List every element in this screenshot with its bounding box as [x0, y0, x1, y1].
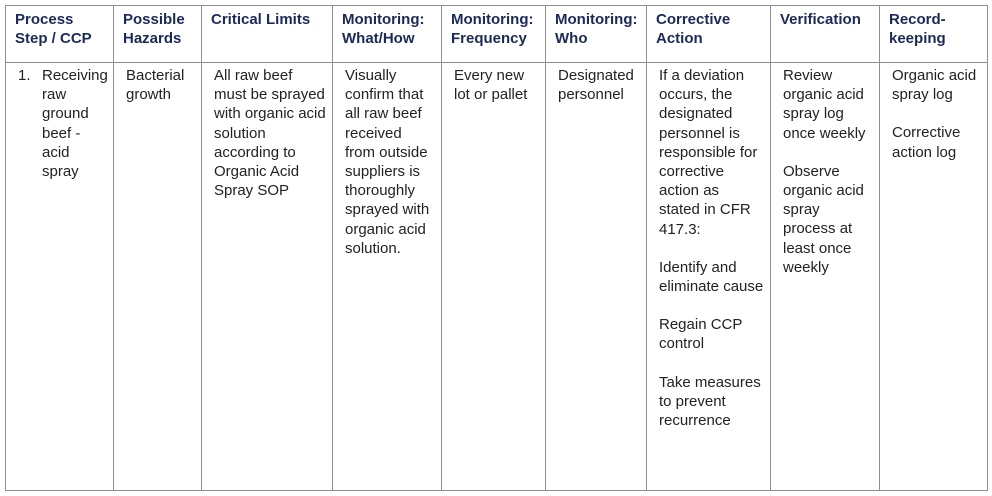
haccp-plan-table	[5, 5, 988, 491]
cell-recordkeeping	[880, 63, 988, 491]
cell-process-step	[6, 63, 114, 491]
corrective-action-step: Regain CCP control	[659, 316, 743, 353]
verification-item: Review organic acid spray log once weekly	[783, 67, 866, 142]
step-text: Receiving raw ground beef - acid spray	[42, 67, 108, 181]
cell-monitoring-frequency: Every new lot or pallet	[442, 63, 546, 491]
step-number: 1.	[18, 67, 31, 84]
verification-item: Observe organic acid spray process at least once weekly	[783, 162, 864, 276]
record-item: Corrective action log	[892, 124, 961, 161]
header-recordkeeping: Record-keeping	[880, 6, 988, 63]
header-monitoring-frequency: Monitoring: Frequency	[442, 6, 546, 63]
cell-critical-limits: All raw beef must be sprayed with organic acid solution according to Organic Acid Spray SOP	[202, 63, 333, 491]
header-row	[6, 6, 988, 63]
header-corrective-action: Corrective Action	[647, 6, 771, 63]
cell-monitoring-who: Designated personnel	[546, 63, 647, 491]
header-monitoring-who: Monitoring: Who	[546, 6, 647, 63]
header-verification: Verification	[771, 6, 880, 63]
table-row	[6, 63, 988, 491]
corrective-action-intro: If a deviation occurs, the designated personnel is responsible for corrective action as stated in CFR 417.3:	[659, 67, 758, 238]
header-process-step: Process Step / CCP	[6, 6, 114, 63]
header-possible-hazards: Possible Hazards	[114, 6, 202, 63]
cell-corrective-action	[647, 63, 771, 491]
cell-monitoring-what: Visually confirm that all raw beef received from outside suppliers is thoroughly sprayed with organic acid solution.	[333, 63, 442, 491]
cell-possible-hazards: Bacterial growth	[114, 63, 202, 491]
cell-verification	[771, 63, 880, 491]
corrective-action-step: Identify and eliminate cause	[659, 258, 764, 296]
record-item: Organic acid spray log	[892, 67, 977, 104]
header-critical-limits: Critical Limits	[202, 6, 333, 63]
corrective-action-step: Take measures to prevent recurrence	[659, 373, 761, 430]
header-monitoring-what: Monitoring: What/How	[333, 6, 442, 63]
